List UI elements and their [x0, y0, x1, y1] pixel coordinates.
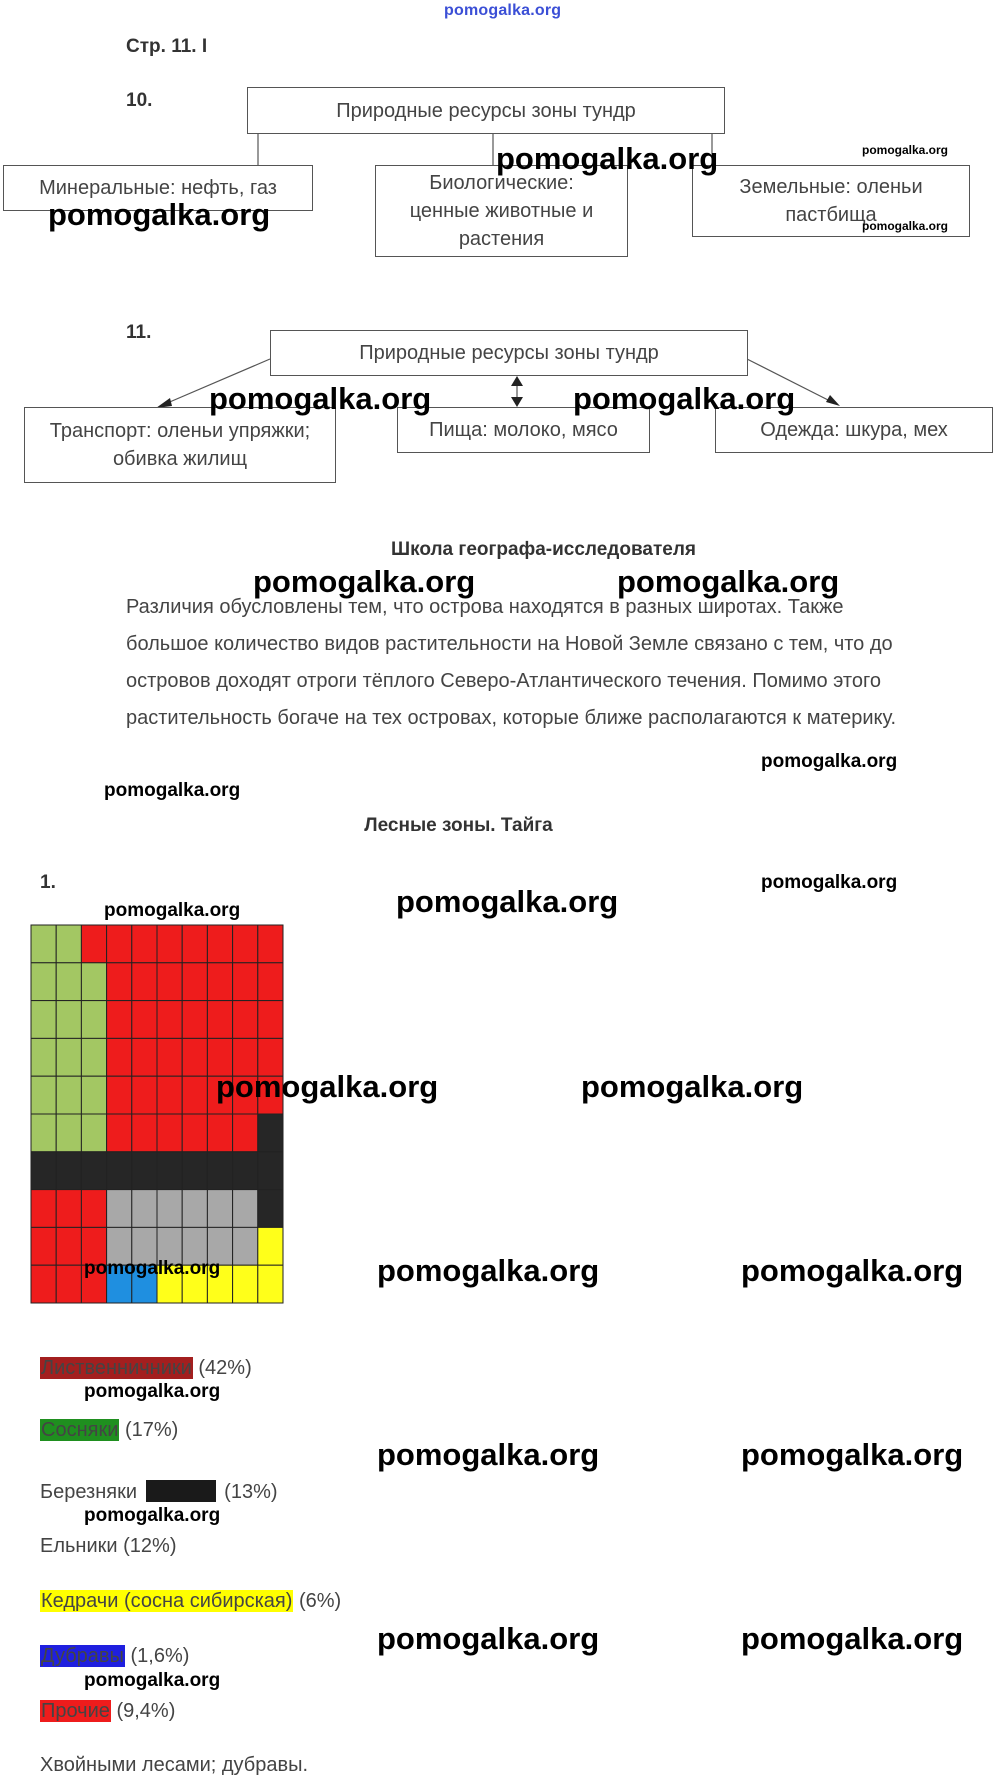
legend-larch: [40, 1357, 252, 1380]
watermark: pomogalka.org: [862, 219, 949, 233]
grid-cell: [207, 963, 232, 1001]
watermark: pomogalka.org: [761, 751, 898, 772]
forest-number: 1.: [40, 872, 56, 893]
grid-cell: [31, 925, 56, 963]
task11-number: 11.: [126, 322, 152, 343]
legend-other-value: (9,4%): [116, 1700, 176, 1722]
watermark: pomogalka.org: [216, 1069, 439, 1104]
legend-cedar-name: Кедрачи (сосна сибирская): [41, 1590, 293, 1612]
school-title: Школа географа-исследователя: [391, 539, 696, 560]
watermark: pomogalka.org: [377, 1253, 600, 1288]
forest-composition-grid: [30, 924, 284, 1304]
watermark: pomogalka.org: [377, 1437, 600, 1472]
grid-cell: [233, 963, 258, 1001]
legend-oak-name: Дубравы: [41, 1645, 124, 1667]
grid-cell: [81, 1190, 106, 1228]
task10-land-label: Земельные: оленьи пастбища: [739, 176, 923, 226]
legend-other-name: Прочие: [41, 1700, 110, 1722]
grid-cell: [56, 925, 81, 963]
grid-cell: [31, 1265, 56, 1303]
grid-cell: [258, 963, 283, 1001]
grid-cell: [207, 1152, 232, 1190]
grid-cell: [258, 1265, 283, 1303]
grid-cell: [182, 925, 207, 963]
grid-cell: [132, 963, 157, 1001]
watermark: pomogalka.org: [84, 1505, 221, 1526]
grid-cell: [233, 1227, 258, 1265]
school-line-1: Различия обусловлены тем, что острова находятся в разных широтах. Также: [126, 596, 844, 618]
grid-cell: [132, 1038, 157, 1076]
grid-cell: [182, 963, 207, 1001]
grid-cell: [157, 963, 182, 1001]
legend-birch-swatch: [146, 1480, 216, 1502]
legend-larch-value: (42%): [198, 1357, 252, 1379]
grid-cell: [107, 1001, 132, 1039]
grid-cell: [56, 1190, 81, 1228]
grid-cell: [31, 1001, 56, 1039]
grid-cell: [81, 1038, 106, 1076]
grid-cell: [56, 1114, 81, 1152]
legend-birch-name: Березняки: [40, 1481, 138, 1503]
watermark: pomogalka.org: [581, 1069, 804, 1104]
grid-cell: [233, 1152, 258, 1190]
grid-cell: [56, 1152, 81, 1190]
grid-cell: [182, 1001, 207, 1039]
grid-cell: [56, 1038, 81, 1076]
grid-cell: [207, 925, 232, 963]
watermark: pomogalka.org: [617, 564, 840, 599]
forest-title: Лесные зоны. Тайга: [364, 815, 553, 836]
grid-cell: [132, 1190, 157, 1228]
grid-cell: [157, 1038, 182, 1076]
grid-cell: [31, 1114, 56, 1152]
legend-oak: [40, 1645, 189, 1668]
watermark: pomogalka.org: [396, 884, 619, 919]
legend-spruce-value: (12%): [123, 1535, 177, 1557]
grid-cell: [258, 1114, 283, 1152]
grid-cell: [107, 1076, 132, 1114]
grid-cell: [107, 963, 132, 1001]
grid-cell: [132, 1001, 157, 1039]
watermark: pomogalka.org: [84, 1258, 221, 1279]
grid-cell: [31, 1038, 56, 1076]
grid-cell: [182, 1114, 207, 1152]
grid-cell: [56, 963, 81, 1001]
watermark: pomogalka.org: [84, 1670, 221, 1691]
grid-cell: [258, 1190, 283, 1228]
watermark: pomogalka.org: [741, 1621, 964, 1656]
grid-cell: [81, 1001, 106, 1039]
legend-spruce-name: Ельники: [40, 1535, 118, 1557]
grid-cell: [258, 1152, 283, 1190]
grid-cell: [207, 1114, 232, 1152]
watermark: pomogalka.org: [741, 1437, 964, 1472]
grid-cell: [107, 1152, 132, 1190]
legend-other: [40, 1700, 175, 1723]
grid-cell: [258, 1227, 283, 1265]
grid-cell: [31, 1076, 56, 1114]
grid-cell: [157, 1114, 182, 1152]
grid-cell: [56, 1227, 81, 1265]
task11-root-label: Природные ресурсы зоны тундр: [359, 342, 659, 364]
school-paragraph: [126, 589, 986, 737]
task11-root-box: [270, 330, 748, 376]
grid-cell: [207, 1001, 232, 1039]
legend-spruce: [40, 1535, 177, 1558]
grid-cell: [182, 1038, 207, 1076]
watermark: pomogalka.org: [48, 197, 271, 232]
legend-larch-name: Лиственничники: [41, 1357, 192, 1379]
grid-cell: [258, 925, 283, 963]
grid-cell: [81, 963, 106, 1001]
page-label: Стр. 11. I: [126, 36, 208, 57]
grid-cell: [182, 1152, 207, 1190]
grid-cell: [182, 1190, 207, 1228]
task10-root-label: Природные ресурсы зоны тундр: [336, 99, 636, 122]
task10-number: 10.: [126, 90, 153, 111]
task10-bio-label: Биологические: ценные животные и растения: [409, 172, 594, 250]
grid-cell: [132, 925, 157, 963]
grid-cell: [81, 1076, 106, 1114]
watermark: pomogalka.org: [104, 900, 241, 921]
watermark: pomogalka.org: [104, 780, 241, 801]
grid-cell: [31, 963, 56, 1001]
grid-cell: [56, 1265, 81, 1303]
watermark: pomogalka.org: [84, 1381, 221, 1402]
task10-mineral-label: Минеральные: нефть, газ: [39, 177, 277, 199]
watermark: pomogalka.org: [209, 381, 432, 416]
legend-oak-value: (1,6%): [130, 1645, 190, 1667]
legend-cedar-value: (6%): [298, 1590, 342, 1612]
legend-birch-value: (13%): [224, 1481, 278, 1503]
grid-cell: [233, 1001, 258, 1039]
grid-cell: [207, 1190, 232, 1228]
watermark: pomogalka.org: [496, 141, 719, 176]
watermark: pomogalka.org: [862, 143, 949, 157]
watermark: pomogalka.org: [377, 1621, 600, 1656]
grid-cell: [258, 1001, 283, 1039]
grid-cell: [132, 1114, 157, 1152]
watermark: pomogalka.org: [761, 872, 898, 893]
watermark: pomogalka.org: [741, 1253, 964, 1288]
grid-cell: [132, 1076, 157, 1114]
forest-answer: Хвойными лесами; дубравы.: [40, 1754, 309, 1776]
grid-cell: [157, 1152, 182, 1190]
grid-cell: [31, 1227, 56, 1265]
grid-cell: [182, 1076, 207, 1114]
task11-clothes-label: Одежда: шкура, мех: [760, 419, 948, 441]
legend-pine-value: (17%): [124, 1419, 179, 1441]
task11-transport-label: Транспорт: оленьи упряжки; обивка жилищ: [49, 420, 311, 470]
grid-cell: [31, 1152, 56, 1190]
grid-cell: [132, 1152, 157, 1190]
grid-cell: [81, 925, 106, 963]
grid-cell: [157, 925, 182, 963]
legend-birch: [40, 1480, 278, 1504]
school-line-4: растительность богаче на тех островах, которые ближе располагаются к материку.: [126, 707, 897, 729]
grid-cell: [107, 1038, 132, 1076]
legend-pine-name: Сосняки: [41, 1419, 119, 1441]
grid-cell: [157, 1076, 182, 1114]
grid-cell: [56, 1001, 81, 1039]
grid-cell: [107, 1190, 132, 1228]
grid-cell: [233, 1265, 258, 1303]
grid-cell: [233, 925, 258, 963]
grid-cell: [233, 1190, 258, 1228]
grid-cell: [157, 1190, 182, 1228]
watermark: pomogalka.org: [253, 564, 476, 599]
task11-transport-box: [24, 407, 336, 483]
grid-cell: [81, 1114, 106, 1152]
grid-cell: [56, 1076, 81, 1114]
legend-cedar: [40, 1590, 341, 1613]
grid-cell: [107, 1114, 132, 1152]
grid-cell: [31, 1190, 56, 1228]
legend-pine: [40, 1419, 178, 1442]
grid-cell: [157, 1001, 182, 1039]
grid-cell: [233, 1114, 258, 1152]
school-line-3: островов доходят отроги тёплого Северо-Атлантического течения. Помимо этого: [126, 670, 881, 692]
grid-cell: [107, 925, 132, 963]
watermark: pomogalka.org: [573, 381, 796, 416]
top-watermark: pomogalka.org: [444, 2, 562, 19]
task11-food-label: Пища: молоко, мясо: [429, 419, 618, 441]
school-line-2: большое количество видов растительности на Новой Земле связано с тем, что до: [126, 633, 893, 655]
grid-cell: [81, 1152, 106, 1190]
